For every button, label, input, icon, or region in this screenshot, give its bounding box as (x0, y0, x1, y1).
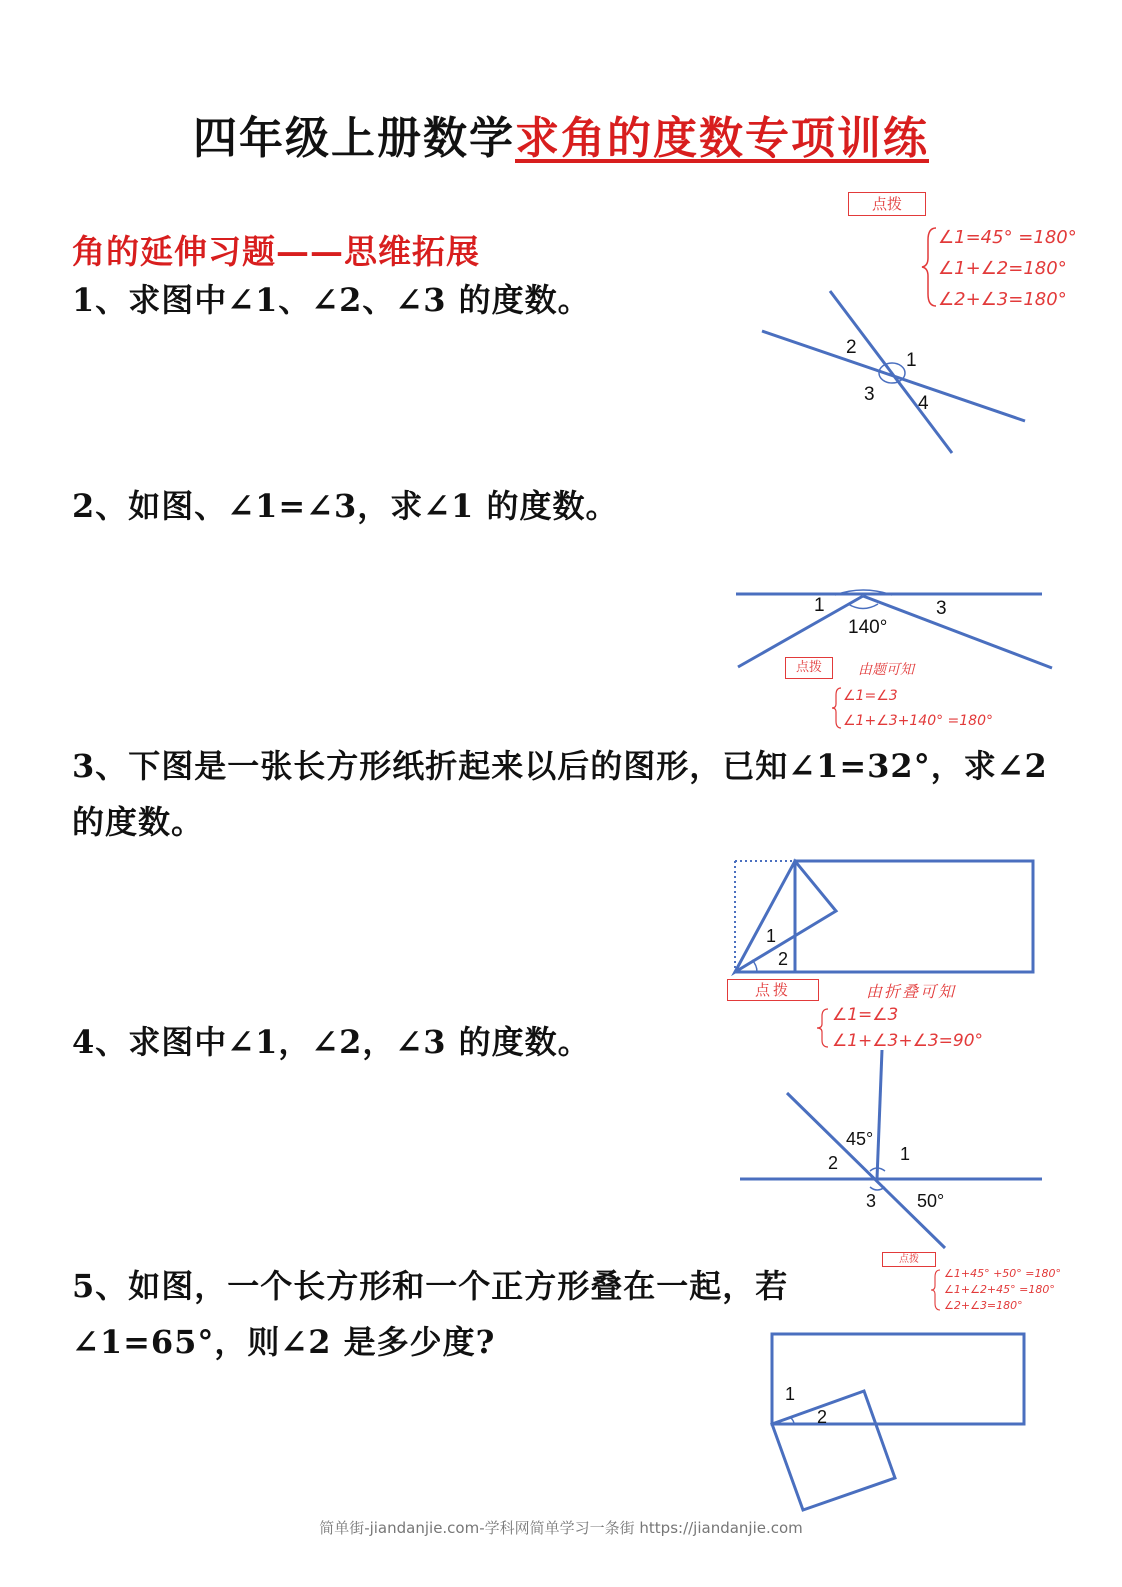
figure-5 (765, 1328, 1035, 1518)
page-title (0, 102, 1122, 166)
hint-q2-line-2: ∠1+∠3+140° =180° (843, 713, 994, 729)
fig3-label-2: 2 (778, 949, 789, 969)
hint-q3-line-2: ∠1+∠3+∠3=90° (832, 1031, 984, 1051)
brace-icon-q3 (815, 1007, 831, 1049)
fig2-right-line (863, 596, 1052, 668)
hint-q4-line-2: ∠1+∠2+45° =180° (944, 1283, 1055, 1296)
hint-badge-q4: 点拨 (882, 1252, 936, 1267)
fig1-label-3: 3 (864, 384, 875, 405)
question-3: 3、下图是一张长方形纸折起来以后的图形，已知∠1=32°，求∠2 的度数。 (72, 747, 1048, 841)
fig4-diagonal-line (787, 1093, 945, 1248)
figure-3 (730, 855, 1040, 980)
hint-equations-q4 (944, 1266, 1061, 1314)
hint-q3-line-1: ∠1=∠3 (832, 1005, 899, 1025)
fig4-vertical-line (877, 1050, 882, 1179)
question-4: 4、求图中∠1，∠2，∠3 的度数。 (72, 1023, 591, 1061)
hint-badge-q3: 点拨 (727, 979, 819, 1001)
hint-badge-q2: 点拨 (785, 657, 833, 679)
brace-icon-q4 (930, 1268, 942, 1312)
fig1-label-1: 1 (906, 350, 917, 371)
fig4-label-1: 1 (900, 1144, 911, 1164)
fig4-angle-50: 50° (917, 1191, 945, 1211)
fig1-line-b (830, 291, 952, 453)
figure-1 (750, 285, 1040, 460)
fig3-rectangle (795, 861, 1033, 972)
hint-q1-line-2: ∠1+∠2=180° (938, 258, 1067, 279)
fig3-label-1: 1 (766, 926, 777, 946)
fig2-bottom-arc (848, 604, 878, 609)
fig5-square (772, 1391, 895, 1510)
brace-icon-q2 (830, 686, 844, 730)
fig2-label-3: 3 (936, 598, 947, 619)
title-main: 四年级上册数学 (193, 113, 515, 164)
fig3-angle-arc (752, 960, 757, 972)
fig5-label-2: 2 (817, 1407, 828, 1427)
hint-q1-line-1: ∠1=45° =180° (938, 227, 1077, 248)
fig4-label-2: 2 (828, 1153, 839, 1173)
figure-4 (730, 1045, 1050, 1255)
hint-q2-line-1: ∠1=∠3 (843, 688, 898, 704)
hint-q4-line-1: ∠1+45° +50° =180° (944, 1267, 1061, 1280)
fig4-label-3: 3 (866, 1191, 877, 1211)
footer-watermark: 简单街-jiandanjie.com-学科网简单学习一条街 https://jiandanjie.com (319, 1519, 803, 1537)
hint-lead-q3: 由折叠可知 (866, 982, 957, 1001)
fig5-label-1: 1 (785, 1384, 796, 1404)
hint-lead-q2: 由题可知 (858, 662, 914, 678)
hint-q1-line-3: ∠2+∠3=180° (938, 289, 1067, 310)
question-1: 1、求图中∠1、∠2、∠3 的度数。 (72, 281, 591, 319)
fig2-label-1: 1 (814, 595, 825, 616)
title-highlight: 求角的度数专项训练 (515, 113, 929, 164)
fig4-angle-45: 45° (846, 1129, 874, 1149)
hint-q4-line-3: ∠2+∠3=180° (944, 1299, 1023, 1312)
fig1-label-4: 4 (918, 393, 929, 414)
hint-badge-q1: 点拨 (848, 192, 926, 216)
fig2-angle-label: 140° (848, 617, 888, 638)
fig1-label-2: 2 (846, 337, 857, 358)
question-5: 5、如图，一个长方形和一个正方形叠在一起，若∠1=65°，则∠2 是多少度? (72, 1267, 789, 1361)
question-2: 2、如图、∠1=∠3，求∠1 的度数。 (72, 487, 619, 525)
section-title: 角的延伸习题——思维拓展 (72, 232, 480, 271)
hint-equations-q2 (843, 684, 993, 734)
